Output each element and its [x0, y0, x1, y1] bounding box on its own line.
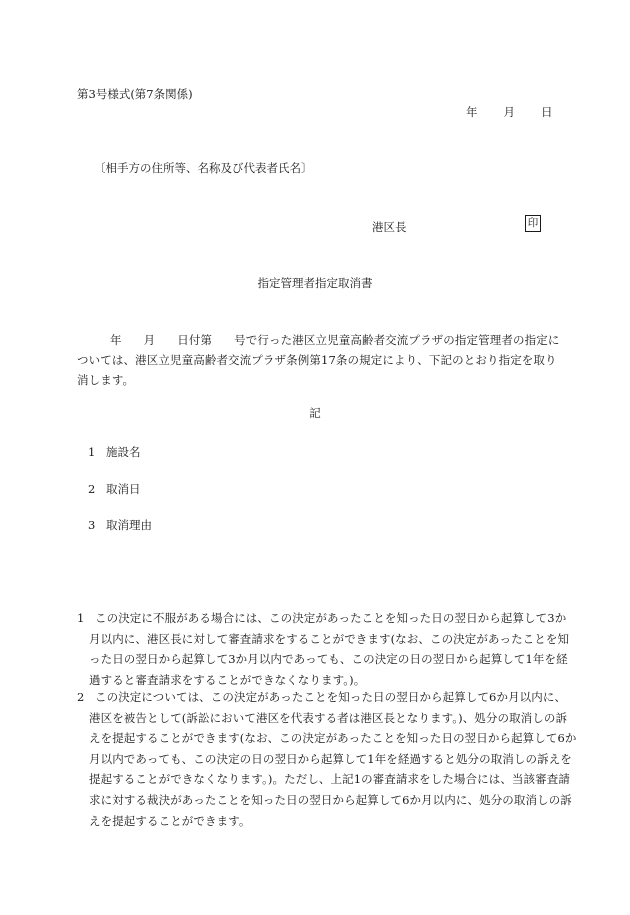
item-label: 取消理由 [106, 518, 152, 532]
note-item [77, 687, 577, 831]
item-number: 3 [88, 518, 96, 532]
recipient-placeholder: 〔相手方の住所等、名称及び代表者氏名〕 [94, 161, 313, 175]
list-item [88, 444, 141, 460]
body-year: 年 [110, 333, 122, 347]
list-item [88, 481, 141, 497]
date-line [466, 104, 553, 120]
note-item [77, 608, 577, 690]
date-day: 日 [541, 105, 553, 119]
item-number: 2 [88, 482, 96, 496]
ki-heading: 記 [309, 406, 321, 420]
item-label: 施設名 [106, 445, 141, 459]
body-paragraph [77, 330, 563, 390]
item-label: 取消日 [106, 482, 141, 496]
form-number: 第3号様式(第7条関係) [77, 87, 193, 101]
body-day-number: 日付第 [177, 333, 213, 347]
note-number: 1 [77, 611, 85, 625]
date-year: 年 [466, 105, 478, 119]
note-text: この決定に不服がある場合には、この決定があったことを知った日の翌日から起算して3か月以内に、港区長に対して審査請求をすることができます(なお、この決定があったことを知った日の翌日から起算して3か月以内であっても、この決定の日の翌日から起算して1年を経過すると審査請求をすることができなくなります。)。 [89, 611, 570, 687]
list-item [88, 517, 152, 533]
note-text: この決定については、この決定があったことを知った日の翌日から起算して6か月以内に、港区を被告として(訴訟において港区を代表する者は港区長となります。)、処分の取消しの訴えを提起することができます(なお、この決定があったことを知った日の翌日から起算して6か月以内であっても、この決定の日の翌日から起算して1年を経過すると処分の取消しの訴えを提起することができなくなります。)。ただし、上記1の審査請求をした場合には、当該審査請求に対する裁決があったことを知った日の翌日から起算して6か月以内に、処分の取消しの訴えを提起することができます。 [89, 690, 577, 828]
note-number: 2 [77, 690, 85, 704]
seal-mark: 印 [525, 215, 541, 232]
item-number: 1 [88, 445, 96, 459]
body-month: 月 [143, 333, 156, 347]
issuer-title: 港区長 [372, 220, 407, 234]
body-text: 号で行った港区立児童高齢者交流プラザの指定管理者の指定については、港区立児童高齢者交流プラザ条例第17条の規定により、下記のとおり指定を取り消します。 [77, 333, 560, 387]
date-month: 月 [503, 105, 515, 119]
document-title: 指定管理者指定取消書 [257, 276, 373, 290]
